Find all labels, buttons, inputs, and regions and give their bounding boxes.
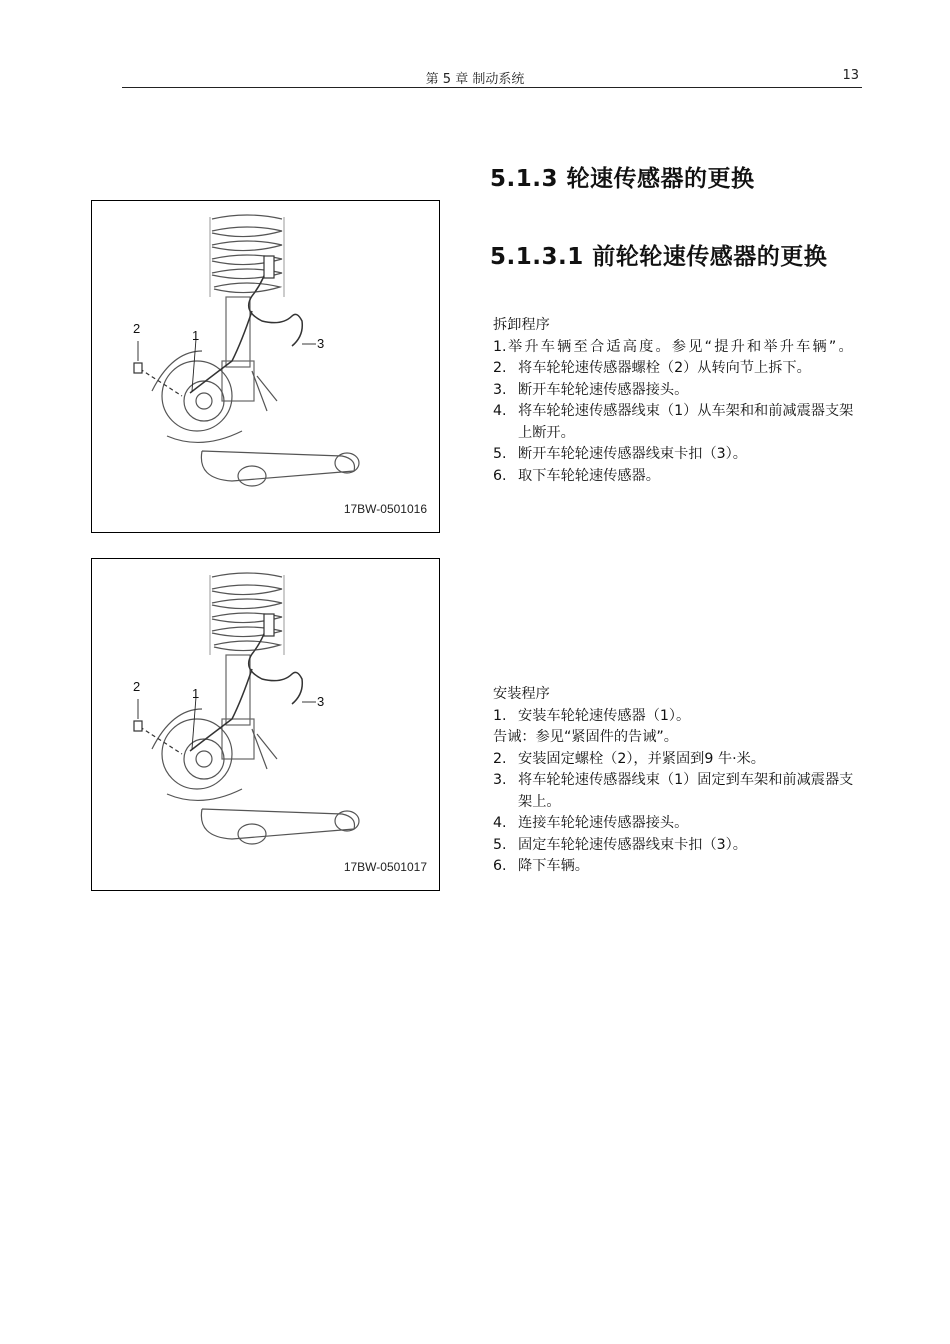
step-number: 5. xyxy=(493,836,507,853)
step-text: 将车轮轮速传感器线束（1）固定到车架和前减震器支架上。 xyxy=(518,772,854,810)
removal-step xyxy=(493,444,863,466)
step-number: 2. xyxy=(493,750,507,767)
callout-2: 2 xyxy=(133,321,141,336)
caution-note: 告诫：参见“紧固件的告诫”。 xyxy=(493,729,678,745)
installation-step xyxy=(493,813,863,835)
step-text: 安装固定螺栓（2），并紧固到9 牛·米。 xyxy=(518,750,765,767)
step-text: 将车轮轮速传感器线束（1）从车架和和前减震器支架上断开。 xyxy=(518,403,854,441)
installation-step xyxy=(493,749,863,771)
step-text: 断开车轮轮速传感器线束卡扣（3）。 xyxy=(518,446,747,462)
figure-code: 17BW-0501017 xyxy=(343,860,427,874)
step-number: 2. xyxy=(493,360,507,376)
removal-step xyxy=(493,358,863,380)
installation-step xyxy=(493,770,863,813)
step-number: 5. xyxy=(493,446,507,462)
section-heading: 5.1.3 轮速传感器的更换 xyxy=(490,166,755,192)
running-header-title: 第 5 章 制动系统 xyxy=(425,72,525,87)
step-number: 3. xyxy=(493,381,507,398)
suspension-illustration xyxy=(92,559,441,892)
step-text: 安装车轮轮速传感器（1）。 xyxy=(518,707,691,724)
step-text: 降下车辆。 xyxy=(518,858,589,874)
figure-code: 17BW-0501016 xyxy=(343,502,427,516)
step-number: 3. xyxy=(493,772,507,788)
step-text: 取下车轮轮速传感器。 xyxy=(518,467,660,484)
installation-procedure xyxy=(493,684,863,878)
removal-step xyxy=(493,401,863,444)
installation-step xyxy=(493,706,863,728)
removal-procedure xyxy=(493,315,863,487)
step-number: 1. xyxy=(493,338,507,355)
step-text: 将车轮轮速传感器螺栓（2）从转向节上拆下。 xyxy=(518,360,811,376)
removal-title: 拆卸程序 xyxy=(493,317,550,333)
removal-step xyxy=(493,380,863,402)
installation-step xyxy=(493,856,863,878)
suspension-illustration xyxy=(92,201,441,534)
step-number: 4. xyxy=(493,815,507,831)
callout-1: 1 xyxy=(192,686,200,701)
subsection-heading: 5.1.3.1 前轮轮速传感器的更换 xyxy=(490,244,828,270)
step-text: 断开车轮轮速传感器接头。 xyxy=(518,381,689,398)
callout-2: 2 xyxy=(133,679,141,694)
callout-3: 3 xyxy=(317,694,325,709)
step-text: 连接车轮轮速传感器接头。 xyxy=(518,815,689,831)
page-number: 13 xyxy=(842,68,859,83)
callout-3: 3 xyxy=(317,336,325,351)
figure-removal xyxy=(91,200,440,533)
step-text: 举升车辆至合适高度。参见“提升和举升车辆”。 xyxy=(508,338,855,355)
installation-step xyxy=(493,835,863,857)
callout-1: 1 xyxy=(192,328,200,343)
step-text: 固定车轮轮速传感器线束卡扣（3）。 xyxy=(518,836,747,853)
installation-title: 安装程序 xyxy=(493,686,550,702)
step-number: 1. xyxy=(493,707,507,724)
figure-installation xyxy=(91,558,440,891)
removal-step xyxy=(493,337,863,359)
step-number: 6. xyxy=(493,467,507,484)
header-divider xyxy=(122,87,862,88)
removal-step xyxy=(493,466,863,488)
step-number: 6. xyxy=(493,858,507,874)
step-number: 4. xyxy=(493,403,507,419)
